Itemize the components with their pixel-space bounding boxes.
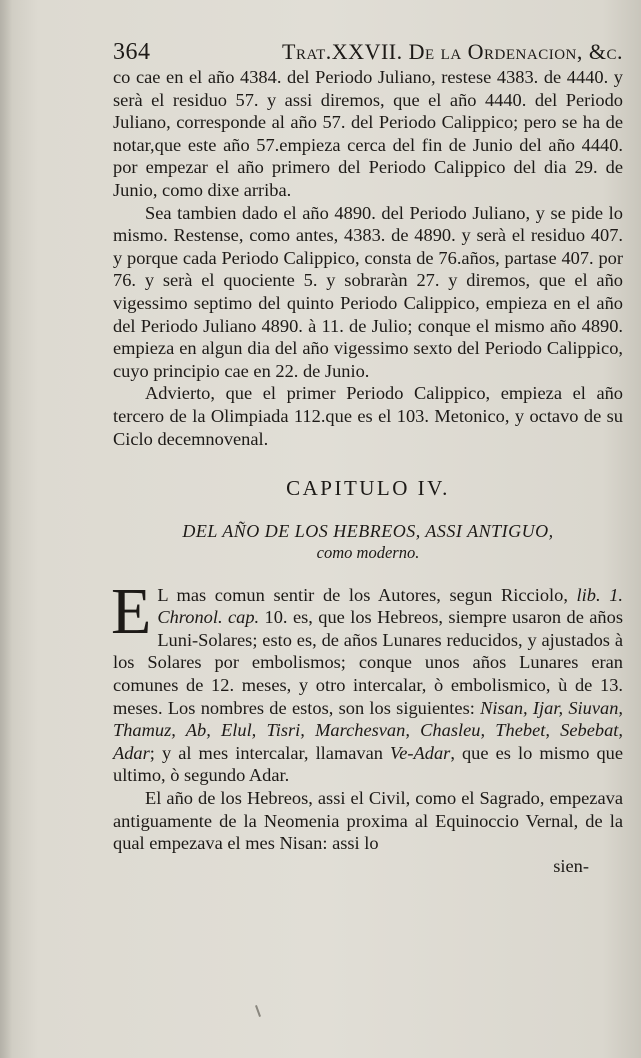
p1-middle: ; y al mes intercalar, llamavan — [149, 742, 391, 763]
paper-speck — [255, 1005, 261, 1017]
p1-end: , que es lo mismo que ultimo, ò segundo Adar. — [113, 742, 624, 786]
catchword: sien- — [553, 855, 589, 876]
chapter-heading: CAPITULO IV. — [286, 476, 450, 501]
paragraph-example: Sea tambien dado el año 4890. del Periodo Juliano, y se pide lo mismo. Restense, como antes, 4383. de 4890. y serà el residuo 407. y porque cada Periodo Calippico, consta de 76.años, partase 407. por 76. y serà el quociente 5. y sobraràn 27. y diremos, que el año vigessimo septimo del quinto Periodo Calippico, empieza en el año del Periodo Juliano 4890. à 11. de Julio; conque el mismo año 4890. empieza en algun dia del año vigessimo sexto del Periodo Calippico, cuyo principio cae en 22. de Junio. — [113, 202, 623, 381]
citation: lib. 1. Chronol. cap. — [157, 584, 623, 628]
paragraph-year-start: El año de los Hebreos, assi el Civil, como el Sagrado, empezava antiguamente de la Neomenia proxima al Equinoccio Vernal, de la qual empezava el mes Nisan: assi lo — [113, 788, 623, 854]
ve-adar: Ve-Adar — [390, 742, 451, 763]
page-number: 364 — [113, 39, 151, 65]
paragraph-advierto: Advierto, que el primer Periodo Calippico, empieza el año tercero de la Olimpiada 112.que es el 103. Metonico, y octavo de su Ciclo decemnovenal. — [113, 383, 623, 449]
month-names: Nisan, Ijar, Siuvan, Thamuz, Ab, Elul, Tisri, Marchesvan, Chasleu, Thebet, Sebebat, Adar — [113, 697, 624, 763]
page-text-block — [113, 40, 623, 877]
p1-rest: 10. es, que los Hebreos, siempre usaron de años Luni-Solares; esto es, de años Lunares reducidos, y ajustados à los Solares por embolismos; conque unos años Lunares eran comunes de 12. meses, y otro intercalar, ò embolismico, ù de 13. meses. Los nombres de estos, son los siguientes: — [113, 607, 623, 718]
paragraph-continued: co cae en el año 4384. del Periodo Juliano, restese 4383. de 4440. y serà el residuo 57. y assi diremos, que el año 4440. del Periodo Juliano, corresponde al año 57. del Periodo Calippico; pero se ha de notar,que este año 57.empieza cerca del fin de Junio del año 4440. por empezar el año primero del Periodo Calippico del dia 29. de Junio, como dixe arriba. — [113, 67, 623, 200]
paragraph-hebrew-year — [111, 574, 624, 787]
drop-cap: E — [111, 574, 152, 648]
running-head — [113, 40, 623, 64]
section-title-main: DEL AÑO DE LOS HEBREOS, ASSI ANTIGUO, — [182, 520, 554, 541]
p1-intro: L mas comun sentir de los Autores, segun Ricciolo, — [157, 584, 577, 605]
section-title — [113, 520, 623, 564]
running-title: Trat.XXVII. De la Ordenacion, &c. — [282, 39, 623, 64]
section-title-sub: como moderno. — [316, 542, 420, 562]
